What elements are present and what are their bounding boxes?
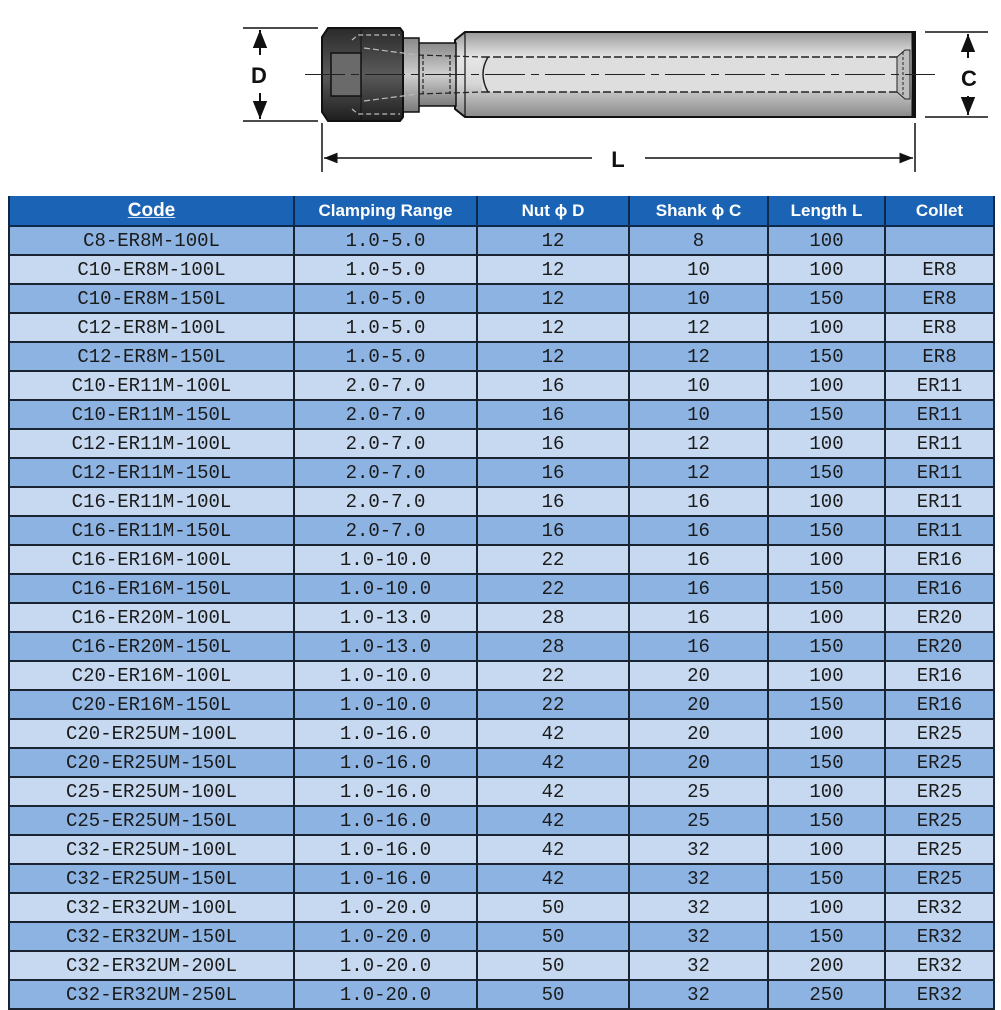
cell-shank-diameter: 12 bbox=[629, 429, 768, 458]
cell-clamping-range: 1.0-16.0 bbox=[294, 835, 477, 864]
table-row bbox=[9, 545, 994, 574]
cell-code: C10-ER11M-150L bbox=[9, 400, 294, 429]
cell-clamping-range: 1.0-20.0 bbox=[294, 980, 477, 1009]
table-row bbox=[9, 574, 994, 603]
table-row bbox=[9, 603, 994, 632]
cell-clamping-range: 1.0-16.0 bbox=[294, 864, 477, 893]
cell-code: C25-ER25UM-150L bbox=[9, 806, 294, 835]
table-row bbox=[9, 342, 994, 371]
cell-nut-diameter: 28 bbox=[477, 603, 629, 632]
cell-collet: ER25 bbox=[885, 806, 994, 835]
cell-length: 150 bbox=[768, 574, 885, 603]
cell-nut-diameter: 50 bbox=[477, 893, 629, 922]
cell-shank-diameter: 12 bbox=[629, 342, 768, 371]
cell-collet: ER32 bbox=[885, 980, 994, 1009]
table-row bbox=[9, 429, 994, 458]
header-collet: Collet bbox=[885, 196, 994, 226]
cell-collet: ER25 bbox=[885, 835, 994, 864]
cell-shank-diameter: 32 bbox=[629, 951, 768, 980]
cell-shank-diameter: 16 bbox=[629, 574, 768, 603]
cell-shank-diameter: 12 bbox=[629, 313, 768, 342]
cell-shank-diameter: 20 bbox=[629, 661, 768, 690]
cell-clamping-range: 2.0-7.0 bbox=[294, 487, 477, 516]
cell-code: C20-ER16M-100L bbox=[9, 661, 294, 690]
cell-collet: ER32 bbox=[885, 951, 994, 980]
cell-clamping-range: 1.0-20.0 bbox=[294, 951, 477, 980]
table-header-row bbox=[9, 196, 994, 226]
cell-shank-diameter: 10 bbox=[629, 400, 768, 429]
cell-shank-diameter: 10 bbox=[629, 255, 768, 284]
cell-collet: ER32 bbox=[885, 893, 994, 922]
cell-length: 150 bbox=[768, 284, 885, 313]
cell-length: 100 bbox=[768, 835, 885, 864]
cell-shank-diameter: 10 bbox=[629, 371, 768, 400]
cell-collet: ER8 bbox=[885, 284, 994, 313]
cell-length: 100 bbox=[768, 255, 885, 284]
cell-shank-diameter: 32 bbox=[629, 893, 768, 922]
cell-code: C32-ER32UM-250L bbox=[9, 980, 294, 1009]
cell-clamping-range: 1.0-10.0 bbox=[294, 661, 477, 690]
cell-length: 100 bbox=[768, 487, 885, 516]
cell-clamping-range: 1.0-16.0 bbox=[294, 719, 477, 748]
table-row bbox=[9, 632, 994, 661]
cell-code: C25-ER25UM-100L bbox=[9, 777, 294, 806]
table-row bbox=[9, 719, 994, 748]
cell-shank-diameter: 16 bbox=[629, 632, 768, 661]
table-row bbox=[9, 922, 994, 951]
cell-shank-diameter: 25 bbox=[629, 777, 768, 806]
table-row bbox=[9, 980, 994, 1009]
table-row bbox=[9, 864, 994, 893]
cell-collet: ER16 bbox=[885, 690, 994, 719]
cell-shank-diameter: 8 bbox=[629, 226, 768, 255]
cell-clamping-range: 1.0-5.0 bbox=[294, 342, 477, 371]
cell-code: C12-ER8M-150L bbox=[9, 342, 294, 371]
cell-collet: ER25 bbox=[885, 864, 994, 893]
table-row bbox=[9, 458, 994, 487]
table-row bbox=[9, 806, 994, 835]
cell-clamping-range: 1.0-16.0 bbox=[294, 748, 477, 777]
cell-length: 100 bbox=[768, 661, 885, 690]
table-row bbox=[9, 371, 994, 400]
cell-length: 100 bbox=[768, 313, 885, 342]
cell-collet: ER11 bbox=[885, 516, 994, 545]
cell-nut-diameter: 42 bbox=[477, 719, 629, 748]
cell-length: 150 bbox=[768, 342, 885, 371]
cell-length: 100 bbox=[768, 371, 885, 400]
cell-collet: ER16 bbox=[885, 574, 994, 603]
cell-nut-diameter: 16 bbox=[477, 487, 629, 516]
table-row bbox=[9, 313, 994, 342]
cell-code: C12-ER11M-150L bbox=[9, 458, 294, 487]
table-row bbox=[9, 835, 994, 864]
cell-clamping-range: 1.0-10.0 bbox=[294, 574, 477, 603]
cell-shank-diameter: 16 bbox=[629, 487, 768, 516]
header-shank-diameter: Shank ϕ C bbox=[629, 196, 768, 226]
cell-length: 100 bbox=[768, 603, 885, 632]
cell-shank-diameter: 16 bbox=[629, 516, 768, 545]
cell-shank-diameter: 20 bbox=[629, 748, 768, 777]
cell-clamping-range: 1.0-20.0 bbox=[294, 893, 477, 922]
cell-code: C20-ER16M-150L bbox=[9, 690, 294, 719]
cell-collet: ER16 bbox=[885, 545, 994, 574]
cell-collet bbox=[885, 226, 994, 255]
cell-collet: ER25 bbox=[885, 748, 994, 777]
cell-nut-diameter: 16 bbox=[477, 400, 629, 429]
cell-code: C12-ER11M-100L bbox=[9, 429, 294, 458]
cell-collet: ER32 bbox=[885, 922, 994, 951]
cell-clamping-range: 1.0-5.0 bbox=[294, 284, 477, 313]
cell-collet: ER16 bbox=[885, 661, 994, 690]
cell-nut-diameter: 50 bbox=[477, 922, 629, 951]
cell-nut-diameter: 42 bbox=[477, 864, 629, 893]
cell-clamping-range: 1.0-16.0 bbox=[294, 806, 477, 835]
cell-length: 200 bbox=[768, 951, 885, 980]
cell-shank-diameter: 32 bbox=[629, 980, 768, 1009]
header-code: Code bbox=[9, 196, 294, 226]
dimension-d-label: D bbox=[251, 63, 267, 88]
cell-collet: ER20 bbox=[885, 603, 994, 632]
cell-shank-diameter: 32 bbox=[629, 864, 768, 893]
cell-collet: ER11 bbox=[885, 458, 994, 487]
cell-code: C16-ER11M-150L bbox=[9, 516, 294, 545]
cell-length: 100 bbox=[768, 777, 885, 806]
cell-clamping-range: 2.0-7.0 bbox=[294, 429, 477, 458]
table-row bbox=[9, 284, 994, 313]
cell-code: C10-ER8M-150L bbox=[9, 284, 294, 313]
cell-code: C16-ER20M-150L bbox=[9, 632, 294, 661]
cell-nut-diameter: 28 bbox=[477, 632, 629, 661]
cell-length: 100 bbox=[768, 893, 885, 922]
dimension-l-label: L bbox=[611, 147, 625, 172]
cell-nut-diameter: 22 bbox=[477, 690, 629, 719]
header-nut-diameter: Nut ϕ D bbox=[477, 196, 629, 226]
cell-clamping-range: 1.0-10.0 bbox=[294, 690, 477, 719]
cell-clamping-range: 2.0-7.0 bbox=[294, 516, 477, 545]
cell-length: 100 bbox=[768, 226, 885, 255]
cell-nut-diameter: 42 bbox=[477, 835, 629, 864]
table-row bbox=[9, 893, 994, 922]
cell-clamping-range: 2.0-7.0 bbox=[294, 371, 477, 400]
cell-length: 150 bbox=[768, 748, 885, 777]
cell-code: C32-ER25UM-150L bbox=[9, 864, 294, 893]
cell-clamping-range: 2.0-7.0 bbox=[294, 458, 477, 487]
cell-clamping-range: 1.0-13.0 bbox=[294, 632, 477, 661]
cell-collet: ER11 bbox=[885, 400, 994, 429]
cell-clamping-range: 1.0-5.0 bbox=[294, 255, 477, 284]
table-row bbox=[9, 516, 994, 545]
cell-code: C10-ER8M-100L bbox=[9, 255, 294, 284]
cell-nut-diameter: 22 bbox=[477, 661, 629, 690]
cell-collet: ER11 bbox=[885, 429, 994, 458]
table-row bbox=[9, 748, 994, 777]
cell-clamping-range: 1.0-5.0 bbox=[294, 313, 477, 342]
cell-collet: ER8 bbox=[885, 255, 994, 284]
cell-collet: ER25 bbox=[885, 719, 994, 748]
cell-collet: ER25 bbox=[885, 777, 994, 806]
cell-length: 150 bbox=[768, 632, 885, 661]
cell-clamping-range: 1.0-13.0 bbox=[294, 603, 477, 632]
cell-shank-diameter: 20 bbox=[629, 719, 768, 748]
cell-nut-diameter: 42 bbox=[477, 748, 629, 777]
cell-nut-diameter: 50 bbox=[477, 980, 629, 1009]
table-row bbox=[9, 226, 994, 255]
spec-table bbox=[8, 196, 995, 1010]
cell-collet: ER20 bbox=[885, 632, 994, 661]
cell-nut-diameter: 12 bbox=[477, 313, 629, 342]
cell-nut-diameter: 22 bbox=[477, 545, 629, 574]
table-row bbox=[9, 951, 994, 980]
cell-clamping-range: 2.0-7.0 bbox=[294, 400, 477, 429]
cell-clamping-range: 1.0-5.0 bbox=[294, 226, 477, 255]
cell-collet: ER11 bbox=[885, 487, 994, 516]
cell-code: C16-ER11M-100L bbox=[9, 487, 294, 516]
cell-length: 150 bbox=[768, 516, 885, 545]
cell-length: 150 bbox=[768, 806, 885, 835]
cell-length: 150 bbox=[768, 458, 885, 487]
cell-shank-diameter: 16 bbox=[629, 603, 768, 632]
cell-clamping-range: 1.0-10.0 bbox=[294, 545, 477, 574]
cell-code: C32-ER32UM-100L bbox=[9, 893, 294, 922]
header-clamping-range: Clamping Range bbox=[294, 196, 477, 226]
cell-nut-diameter: 42 bbox=[477, 777, 629, 806]
cell-code: C16-ER16M-100L bbox=[9, 545, 294, 574]
cell-nut-diameter: 50 bbox=[477, 951, 629, 980]
table-row bbox=[9, 255, 994, 284]
cell-length: 100 bbox=[768, 545, 885, 574]
cell-collet: ER8 bbox=[885, 313, 994, 342]
table-row bbox=[9, 690, 994, 719]
cell-code: C20-ER25UM-100L bbox=[9, 719, 294, 748]
cell-shank-diameter: 20 bbox=[629, 690, 768, 719]
cell-shank-diameter: 32 bbox=[629, 835, 768, 864]
cell-clamping-range: 1.0-20.0 bbox=[294, 922, 477, 951]
cell-collet: ER8 bbox=[885, 342, 994, 371]
cell-nut-diameter: 12 bbox=[477, 284, 629, 313]
cell-nut-diameter: 12 bbox=[477, 255, 629, 284]
cell-length: 150 bbox=[768, 690, 885, 719]
table-row bbox=[9, 661, 994, 690]
cell-length: 150 bbox=[768, 400, 885, 429]
cell-shank-diameter: 16 bbox=[629, 545, 768, 574]
cell-length: 150 bbox=[768, 922, 885, 951]
cell-code: C16-ER16M-150L bbox=[9, 574, 294, 603]
cell-shank-diameter: 12 bbox=[629, 458, 768, 487]
cell-nut-diameter: 42 bbox=[477, 806, 629, 835]
cell-nut-diameter: 16 bbox=[477, 458, 629, 487]
cell-nut-diameter: 16 bbox=[477, 516, 629, 545]
table-row bbox=[9, 400, 994, 429]
cell-code: C32-ER32UM-150L bbox=[9, 922, 294, 951]
cell-nut-diameter: 12 bbox=[477, 342, 629, 371]
header-length: Length L bbox=[768, 196, 885, 226]
table-row bbox=[9, 487, 994, 516]
cell-code: C10-ER11M-100L bbox=[9, 371, 294, 400]
cell-nut-diameter: 16 bbox=[477, 429, 629, 458]
dimension-c-label: C bbox=[961, 66, 977, 91]
cell-code: C12-ER8M-100L bbox=[9, 313, 294, 342]
cell-length: 150 bbox=[768, 864, 885, 893]
cell-length: 100 bbox=[768, 719, 885, 748]
cell-clamping-range: 1.0-16.0 bbox=[294, 777, 477, 806]
cell-length: 250 bbox=[768, 980, 885, 1009]
cell-shank-diameter: 10 bbox=[629, 284, 768, 313]
cell-code: C32-ER32UM-200L bbox=[9, 951, 294, 980]
cell-length: 100 bbox=[768, 429, 885, 458]
cell-nut-diameter: 16 bbox=[477, 371, 629, 400]
cell-nut-diameter: 12 bbox=[477, 226, 629, 255]
cell-code: C8-ER8M-100L bbox=[9, 226, 294, 255]
tool-holder-diagram bbox=[0, 0, 1001, 190]
cell-shank-diameter: 32 bbox=[629, 922, 768, 951]
cell-shank-diameter: 25 bbox=[629, 806, 768, 835]
cell-code: C32-ER25UM-100L bbox=[9, 835, 294, 864]
cell-collet: ER11 bbox=[885, 371, 994, 400]
dimension-l bbox=[322, 123, 915, 172]
table-row bbox=[9, 777, 994, 806]
cell-nut-diameter: 22 bbox=[477, 574, 629, 603]
cell-code: C20-ER25UM-150L bbox=[9, 748, 294, 777]
cell-code: C16-ER20M-100L bbox=[9, 603, 294, 632]
